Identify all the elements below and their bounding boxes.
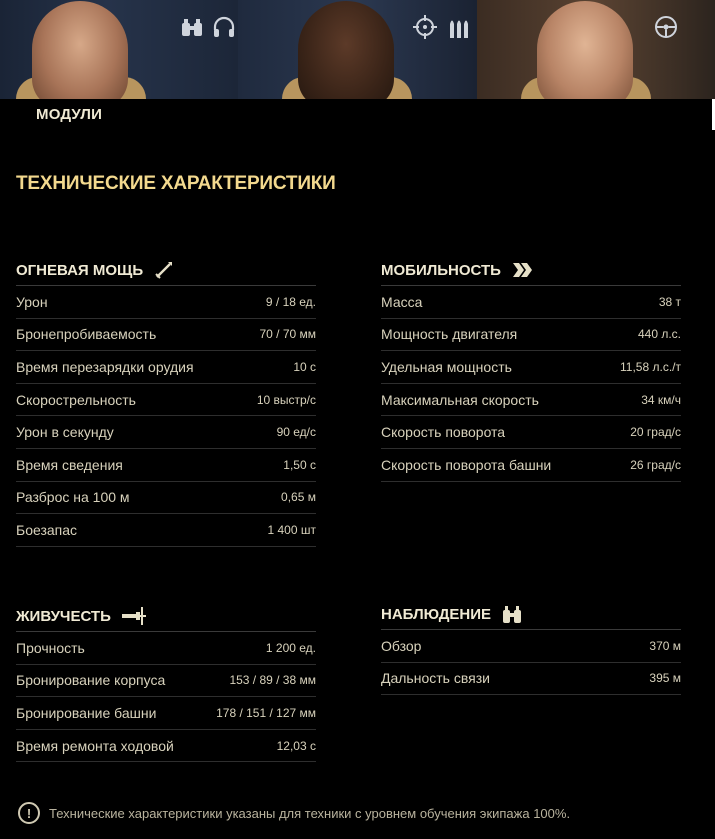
stat-label: Время ремонта ходовой: [16, 737, 174, 754]
stat-value: 12,03 с: [276, 738, 316, 753]
stat-row: [16, 665, 316, 698]
stat-label: Урон: [16, 293, 48, 310]
stats-list: [381, 286, 681, 482]
crew-portrait: [537, 1, 633, 99]
stat-label: Бронирование корпуса: [16, 672, 166, 689]
stat-row: [16, 632, 316, 665]
section-survivability: [16, 601, 316, 762]
section-header: [381, 599, 681, 630]
stat-value: 440 л.с.: [637, 327, 681, 342]
tab-modules[interactable]: МОДУЛИ: [36, 106, 103, 123]
stat-label: Прочность: [16, 639, 85, 656]
stat-value: 90 ед/с: [276, 425, 316, 440]
stat-row: [16, 482, 316, 515]
stat-label: Разброс на 100 м: [16, 489, 130, 506]
crew-member-commander[interactable]: [0, 0, 238, 99]
info-exclamation-icon: !: [18, 802, 40, 824]
stat-row: [381, 630, 681, 663]
stat-row: [16, 416, 316, 449]
stat-label: Боезапас: [16, 521, 78, 538]
stat-row: [381, 351, 681, 384]
stat-value: 26 град/с: [630, 457, 681, 472]
section-header: [16, 601, 316, 632]
stat-value: 178 / 151 / 127 мм: [216, 705, 316, 720]
section-header: [381, 255, 681, 286]
stat-label: Урон в секунду: [16, 424, 114, 441]
stat-label: Скорость поворота: [381, 424, 506, 441]
stat-row: [381, 286, 681, 319]
binoculars-icon: [501, 603, 523, 625]
stat-row: [381, 384, 681, 417]
crew-strip: [0, 0, 715, 99]
binoculars-icon: [179, 14, 205, 40]
stat-row: [16, 449, 316, 482]
stat-row: [381, 416, 681, 449]
page-title: ТЕХНИЧЕСКИЕ ХАРАКТЕРИСТИКИ: [16, 173, 336, 194]
stat-label: Максимальная скорость: [381, 391, 539, 408]
section-title: ЖИВУЧЕСТЬ: [16, 607, 111, 625]
footnote-text: Технические характеристики указаны для техники с уровнем обучения экипажа 100%.: [49, 805, 571, 821]
stat-label: Скорострельность: [16, 391, 136, 408]
stat-row: [381, 663, 681, 696]
section-title: МОБИЛЬНОСТЬ: [381, 261, 501, 279]
crew-portrait: [298, 1, 394, 99]
stat-row: [16, 514, 316, 547]
stat-value: 10 выстр/с: [256, 392, 316, 407]
stat-label: Время сведения: [16, 456, 123, 473]
sword-icon: [153, 259, 175, 281]
crew-member-driver[interactable]: [477, 0, 715, 99]
stat-value: 0,65 м: [281, 490, 316, 505]
stat-row: [381, 319, 681, 352]
stat-row: [16, 319, 316, 352]
stats-list: [16, 632, 316, 762]
crosshair-icon: [412, 14, 438, 40]
section-title: ОГНЕВАЯ МОЩЬ: [16, 261, 144, 279]
stat-value: 70 / 70 мм: [259, 327, 316, 342]
steering-wheel-icon: [653, 14, 679, 40]
stat-value: 395 м: [649, 671, 681, 686]
stat-value: 1,50 с: [283, 457, 316, 472]
headphones-icon: [211, 14, 237, 40]
stat-value: 9 / 18 ед.: [265, 294, 316, 309]
stat-row: [16, 384, 316, 417]
stat-value: 1 400 шт: [267, 522, 316, 537]
section-firepower: [16, 255, 316, 547]
stat-value: 1 200 ед.: [265, 640, 316, 655]
stat-value: 20 град/с: [630, 425, 681, 440]
stat-row: [16, 351, 316, 384]
stat-value: 10 с: [293, 359, 316, 374]
stat-value: 38 т: [658, 294, 681, 309]
stat-row: [381, 449, 681, 482]
stat-label: Бронирование башни: [16, 704, 157, 721]
section-mobility: [381, 255, 681, 482]
stat-row: [16, 730, 316, 763]
stat-row: [16, 697, 316, 730]
stat-label: Удельная мощность: [381, 358, 512, 375]
section-header: [16, 255, 316, 286]
stat-row: [16, 286, 316, 319]
footnote: [18, 802, 570, 824]
stat-label: Скорость поворота башни: [381, 456, 552, 473]
stat-value: 11,58 л.с./т: [620, 359, 681, 374]
stat-label: Мощность двигателя: [381, 326, 518, 343]
health-icon: [121, 605, 147, 627]
stat-value: 153 / 89 / 38 мм: [229, 673, 316, 688]
stat-label: Бронепробиваемость: [16, 326, 157, 343]
stat-label: Обзор: [381, 637, 422, 654]
shells-icon: [446, 14, 472, 40]
stat-label: Дальность связи: [381, 670, 490, 687]
crew-portrait: [32, 1, 128, 99]
stat-value: 34 км/ч: [641, 392, 681, 407]
crew-member-gunner[interactable]: [238, 0, 476, 99]
section-title: НАБЛЮДЕНИЕ: [381, 605, 492, 623]
stat-value: 370 м: [649, 638, 681, 653]
stats-list: [381, 630, 681, 695]
tabs-bar: [0, 99, 712, 130]
stats-list: [16, 286, 316, 547]
double-chevron-icon: [511, 259, 533, 281]
stat-label: Масса: [381, 293, 423, 310]
section-observation: [381, 599, 681, 695]
stat-label: Время перезарядки орудия: [16, 358, 194, 375]
